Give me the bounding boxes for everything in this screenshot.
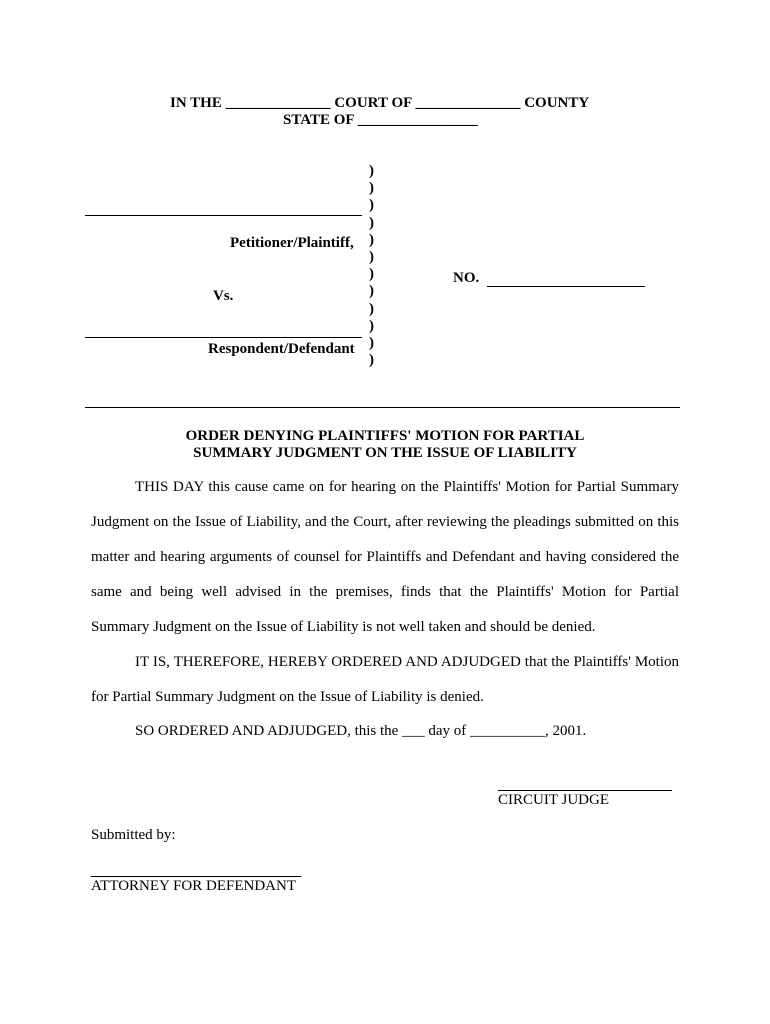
paren: )	[369, 300, 374, 317]
attorney-signature-line	[91, 876, 301, 877]
paren: )	[369, 231, 374, 248]
paren: )	[369, 214, 374, 231]
paren: )	[369, 352, 374, 369]
submitted-by-label: Submitted by:	[91, 827, 176, 843]
paren: )	[369, 266, 374, 283]
paren: )	[369, 248, 374, 265]
paren: )	[369, 283, 374, 300]
paren: )	[369, 197, 374, 214]
judge-signature-line	[498, 790, 672, 791]
plaintiff-name-line	[85, 215, 362, 216]
order-paragraph-1: THIS DAY this cause came on for hearing on the Plaintiffs' Motion for Partial Summary Judgment on the Issue of Liability, and the Court, after reviewing the pleadings submitted on this matter and hearing arguments of counsel for Plaintiffs and Defendant and having considered the same and being well advised in the premises, finds that the Plaintiffs' Motion for Partial Summary Judgment on the Issue of Liability is not well taken and should be denied.	[91, 479, 679, 635]
order-title-line2: SUMMARY JUDGMENT ON THE ISSUE OF LIABILITY	[193, 445, 577, 461]
respondent-label: Respondent/Defendant	[208, 341, 355, 357]
judge-label: CIRCUIT JUDGE	[498, 792, 609, 808]
paren: )	[369, 317, 374, 334]
versus-label: Vs.	[213, 288, 234, 304]
order-paragraph-3: SO ORDERED AND ADJUDGED, this the ___ day of __________, 2001.	[135, 723, 587, 739]
paren: )	[369, 163, 374, 179]
defendant-name-line	[85, 337, 362, 338]
petitioner-label: Petitioner/Plaintiff,	[230, 235, 354, 251]
case-number-label: NO.	[453, 270, 480, 286]
paren: )	[369, 334, 374, 351]
caption-separator	[85, 407, 680, 408]
attorney-label: ATTORNEY FOR DEFENDANT	[91, 878, 297, 894]
court-header-line2: STATE OF ________________	[283, 112, 478, 128]
caption-parentheses-column	[369, 163, 381, 369]
court-header-line1: IN THE ______________ COURT OF ______________ COUNTY	[170, 95, 590, 111]
order-title-line1: ORDER DENYING PLAINTIFFS' MOTION FOR PARTIAL	[185, 428, 585, 444]
order-paragraph-2: IT IS, THEREFORE, HEREBY ORDERED AND ADJUDGED that the Plaintiffs' Motion for Partial Summary Judgment on the Issue of Liability is denied.	[91, 654, 679, 705]
paren: )	[369, 180, 374, 197]
case-number-line	[487, 286, 645, 287]
